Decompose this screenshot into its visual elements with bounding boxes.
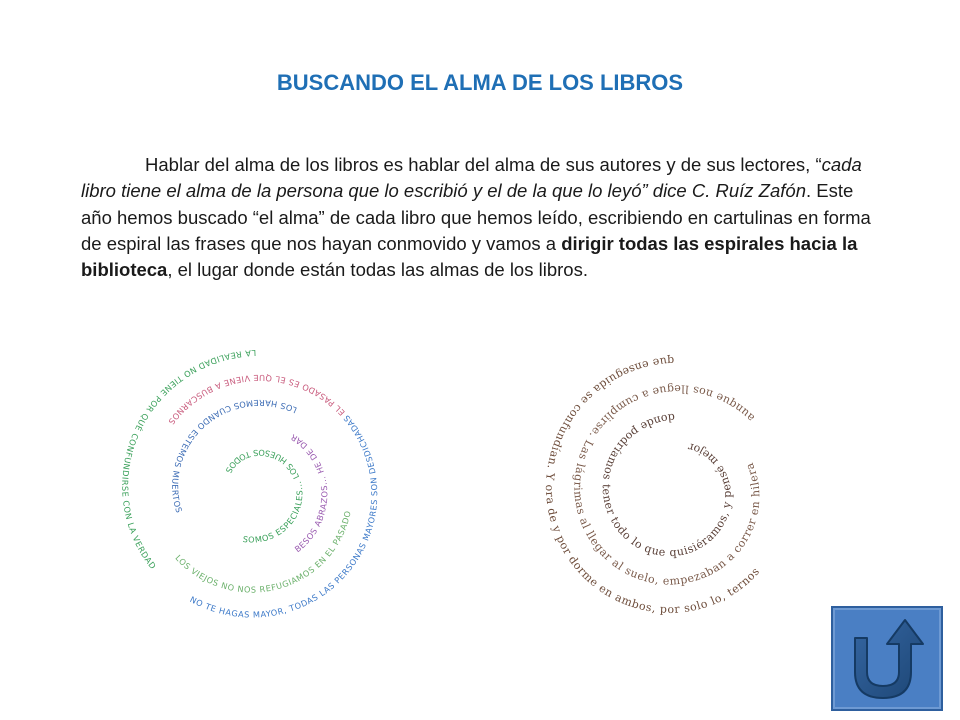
paragraph-quote: cada libro tiene el alma de la persona que lo escribió y el de la que lo leyó” dice C. Ruíz Zafón xyxy=(81,154,862,202)
spiral-right-drawing xyxy=(534,342,817,642)
spiral-text-segment: BESOS ABRAZOS... HE DE DAR xyxy=(288,431,330,555)
spiral-image-right xyxy=(534,342,817,642)
spiral-text-segment: LOS HAREMOS CUANDO ESTEMOS MUERTOS xyxy=(170,397,299,515)
spiral-left-drawing xyxy=(108,340,403,635)
spiral-text-segment: LA REALIDAD NO TIENE POR QUÉ CONFUNDIRSE CON LA VERDAD xyxy=(120,348,257,572)
paragraph-text-2: . Este año hemos buscado “el alma” de cada libro que hemos leído, escribiendo en cartulinas en forma de espiral las frases que nos hayan conmovido y vamos a xyxy=(81,180,871,254)
spiral-image-left xyxy=(108,340,403,635)
page-title: BUSCANDO EL ALMA DE LOS LIBROS xyxy=(276,70,684,95)
paragraph-text-1: Hablar del alma de los libros es hablar del alma de sus autores y de sus lectores, “ xyxy=(145,154,822,175)
intro-paragraph xyxy=(81,152,871,283)
spiral-text-segment: que enseguida se confundían. Y ora de y por dorme en ambos, por solo lo, ternos xyxy=(542,354,763,616)
back-button[interactable] xyxy=(831,606,943,711)
spiral-text-segment: NO TE HAGAS MAYOR, TODAS LAS PERSONAS MAYORES SON DESDICHADAS xyxy=(188,412,380,620)
paragraph-text-3: , el lugar donde están todas las almas de los libros. xyxy=(167,259,588,281)
spiral-text-segment: EL PASADO ES EL QUE VIENE A BUSCARNOS xyxy=(166,372,347,427)
paragraph-emphasis: dirigir todas las espirales hacia la biblioteca xyxy=(81,232,858,281)
spiral-text-segment: LOS VIEJOS NO NOS REFUGIAMOS EN EL PASADO xyxy=(173,509,353,595)
spiral-text-segment: SOMOS ESPECIALES... LOS HUESOS TODOS xyxy=(223,447,305,545)
spiral-text-segment: aunque nos llegue a cumplirse. Las lágrimas al llegar al suelo, empezaban a correr en hilera xyxy=(571,382,763,588)
spiral-text-segment: donde podríamos tener todo lo que quisiéramos, y pensé mejor xyxy=(599,410,734,560)
return-u-arrow-icon xyxy=(833,608,941,709)
